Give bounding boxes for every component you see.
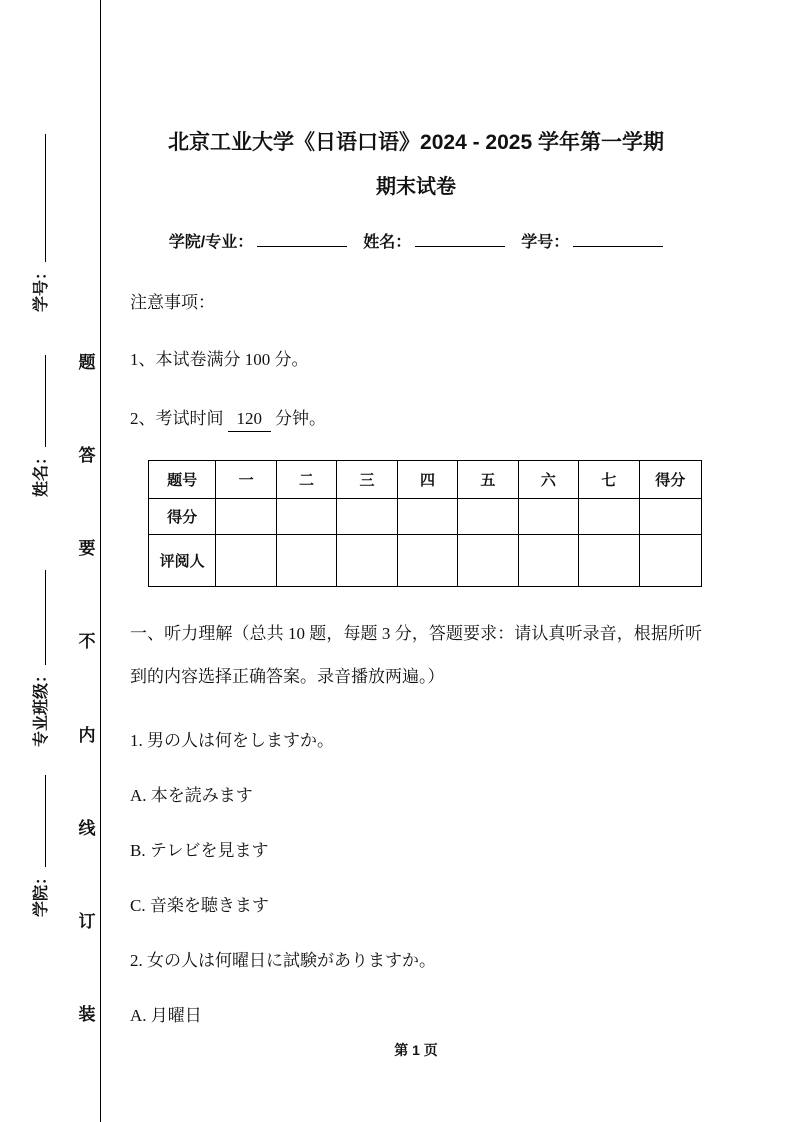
page-number: 第 1 页 <box>394 1042 438 1058</box>
margin-field-class <box>28 570 51 747</box>
margin-field-name <box>28 355 51 497</box>
binding-char: 内 <box>78 725 96 745</box>
score-table-cell <box>518 535 578 587</box>
score-table-header-row <box>149 461 702 499</box>
score-table-score-row <box>149 499 702 535</box>
question-2: 2. 女の人は何曜日に試験がありますか。 <box>130 951 436 971</box>
score-table-cell <box>639 535 701 587</box>
student-id-blank-line <box>573 234 663 247</box>
blank-line <box>31 355 46 447</box>
margin-field-college-label: 学院： <box>33 868 50 917</box>
score-table-header-cell: 六 <box>518 461 578 499</box>
score-table-cell <box>458 535 518 587</box>
exam-title: 北京工业大学《日语口语》2024 - 2025 学年第一学期 <box>168 131 664 154</box>
margin-field-college <box>28 775 51 917</box>
question-1-option-b: B. テレビを見ます <box>130 841 269 861</box>
score-table-cell <box>216 499 276 535</box>
name-label: 姓名： <box>363 234 412 252</box>
binding-char: 答 <box>78 446 96 466</box>
dept-blank-line <box>257 234 347 247</box>
score-table-cell <box>579 535 639 587</box>
score-table-cell <box>579 499 639 535</box>
score-table-header-cell: 四 <box>397 461 457 499</box>
notice-item-1: 1、本试卷满分 100 分。 <box>130 350 309 370</box>
notice-item-2-suffix: 分钟。 <box>275 409 326 429</box>
name-blank-line <box>415 234 505 247</box>
score-table-header-cell: 七 <box>579 461 639 499</box>
exam-duration-value: 120 <box>228 408 272 432</box>
score-table-cell <box>518 499 578 535</box>
score-table-header-cell: 题号 <box>149 461 216 499</box>
notice-item-2 <box>130 408 702 432</box>
binding-char: 要 <box>78 539 96 559</box>
binding-char: 不 <box>78 632 96 652</box>
score-table-cell <box>216 535 276 587</box>
exam-subtitle: 期末试卷 <box>376 176 456 199</box>
margin-field-name-label: 姓名： <box>33 448 50 497</box>
blank-line <box>31 775 46 867</box>
question-1-option-c: C. 音楽を聴きます <box>130 896 269 916</box>
blank-line <box>31 570 46 665</box>
score-table-cell <box>337 535 397 587</box>
score-table-cell <box>337 499 397 535</box>
score-table-cell <box>276 535 336 587</box>
score-table-cell <box>397 499 457 535</box>
binding-divider-line <box>100 0 101 1122</box>
student-id-label: 学号： <box>521 234 570 252</box>
binding-char: 题 <box>78 353 96 372</box>
score-table-row-label: 得分 <box>149 499 216 535</box>
question-2-option-a: A. 月曜日 <box>130 1006 202 1025</box>
score-table <box>148 460 702 587</box>
binding-instruction-text <box>75 348 99 1025</box>
margin-field-student-id-label: 学号： <box>33 263 50 312</box>
score-table-cell <box>458 499 518 535</box>
question-1-option-a: A. 本を読みます <box>130 786 253 806</box>
score-table-grader-row <box>149 535 702 587</box>
score-table-cell <box>639 499 701 535</box>
binding-char: 线 <box>78 818 96 838</box>
binding-char: 装 <box>78 1004 96 1024</box>
exam-content <box>130 0 702 1028</box>
score-table-header-cell: 二 <box>276 461 336 499</box>
notice-item-2-prefix: 2、考试时间 <box>130 409 224 429</box>
section-1-heading: 一、听力理解（总共 10 题，每题 3 分，答题要求：请认真听录音，根据所听到的内容选择正确答案。录音播放两遍。） <box>130 624 702 686</box>
score-table-cell <box>276 499 336 535</box>
margin-field-student-id <box>28 134 51 312</box>
score-table-cell <box>397 535 457 587</box>
dept-label: 学院/专业： <box>168 234 254 252</box>
score-table-header-cell: 得分 <box>639 461 701 499</box>
binding-char: 订 <box>78 911 96 931</box>
student-info-line <box>130 229 702 252</box>
score-table-header-cell: 三 <box>337 461 397 499</box>
score-table-row-label: 评阅人 <box>149 535 216 587</box>
question-1: 1. 男の人は何をしますか。 <box>130 731 334 751</box>
margin-field-class-label: 专业班级： <box>33 666 50 747</box>
blank-line <box>31 134 46 262</box>
score-table-header-cell: 五 <box>458 461 518 499</box>
notices-heading: 注意事项： <box>130 293 215 313</box>
score-table-header-cell: 一 <box>216 461 276 499</box>
